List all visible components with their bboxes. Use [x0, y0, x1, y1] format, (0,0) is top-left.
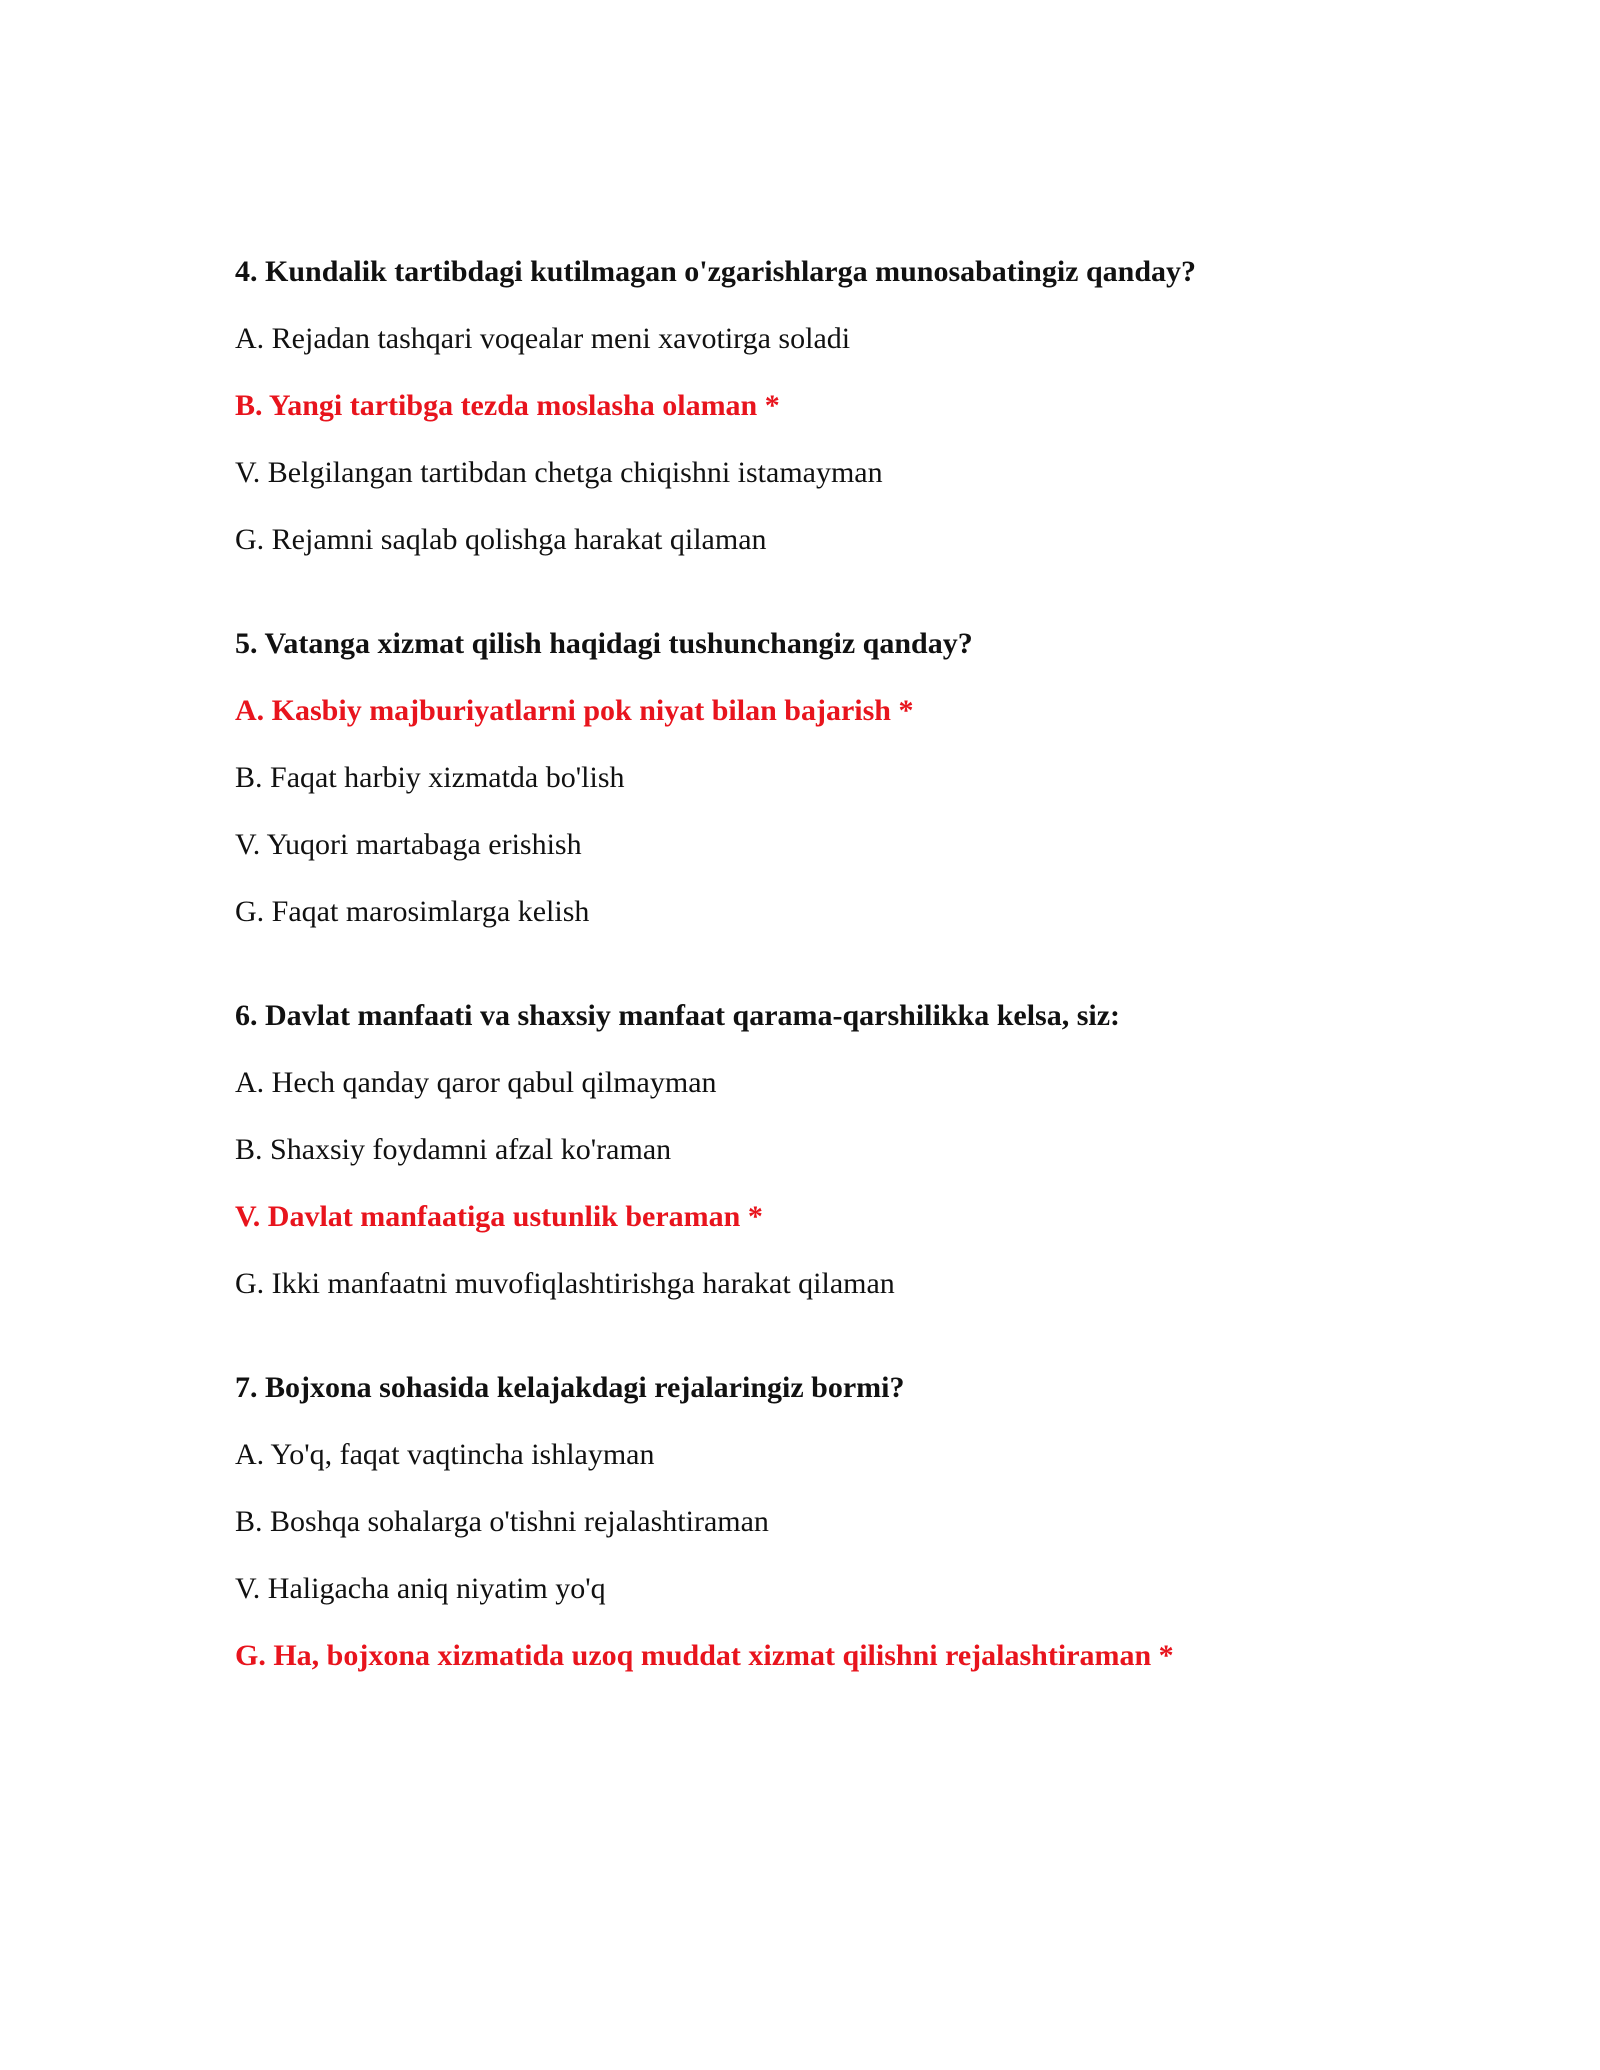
question-title: 7. Bojxona sohasida kelajakdagi rejalaringiz bormi?: [235, 1371, 905, 1404]
answer-option: A. Yo'q, faqat vaqtincha ishlayman: [235, 1438, 655, 1471]
answer-option: B. Boshqa sohalarga o'tishni rejalashtiraman: [235, 1505, 769, 1538]
answer-option: V. Yuqori martabaga erishish: [235, 828, 582, 861]
answer-option: B. Shaxsiy foydamni afzal ko'raman: [235, 1133, 672, 1166]
question-block: [235, 254, 1435, 558]
question-block: [235, 626, 1435, 930]
correct-answer-option: B. Yangi tartibga tezda moslasha olaman *: [235, 389, 780, 422]
question-title: 6. Davlat manfaati va shaxsiy manfaat qarama-qarshilikka kelsa, siz:: [235, 999, 1121, 1032]
correct-answer-option: A. Kasbiy majburiyatlarni pok niyat bilan bajarish *: [235, 694, 914, 727]
question-block: [235, 998, 1435, 1302]
correct-answer-option: V. Davlat manfaatiga ustunlik beraman *: [235, 1200, 763, 1233]
answer-option: G. Ikki manfaatni muvofiqlashtirishga harakat qilaman: [235, 1267, 895, 1300]
question-list: [235, 254, 1435, 1742]
answer-option: G. Rejamni saqlab qolishga harakat qilaman: [235, 523, 767, 556]
question-title: 4. Kundalik tartibdagi kutilmagan o'zgarishlarga munosabatingiz qanday?: [235, 255, 1197, 288]
correct-answer-option: G. Ha, bojxona xizmatida uzoq muddat xizmat qilishni rejalashtiraman *: [235, 1639, 1174, 1672]
question-block: [235, 1370, 1435, 1674]
answer-option: A. Rejadan tashqari voqealar meni xavotirga soladi: [235, 322, 851, 355]
answer-option: G. Faqat marosimlarga kelish: [235, 895, 590, 928]
question-title: 5. Vatanga xizmat qilish haqidagi tushunchangiz qanday?: [235, 627, 973, 660]
answer-option: V. Belgilangan tartibdan chetga chiqishni istamayman: [235, 456, 883, 489]
answer-option: V. Haligacha aniq niyatim yo'q: [235, 1572, 606, 1605]
answer-option: B. Faqat harbiy xizmatda bo'lish: [235, 761, 625, 794]
answer-option: A. Hech qanday qaror qabul qilmayman: [235, 1066, 717, 1099]
